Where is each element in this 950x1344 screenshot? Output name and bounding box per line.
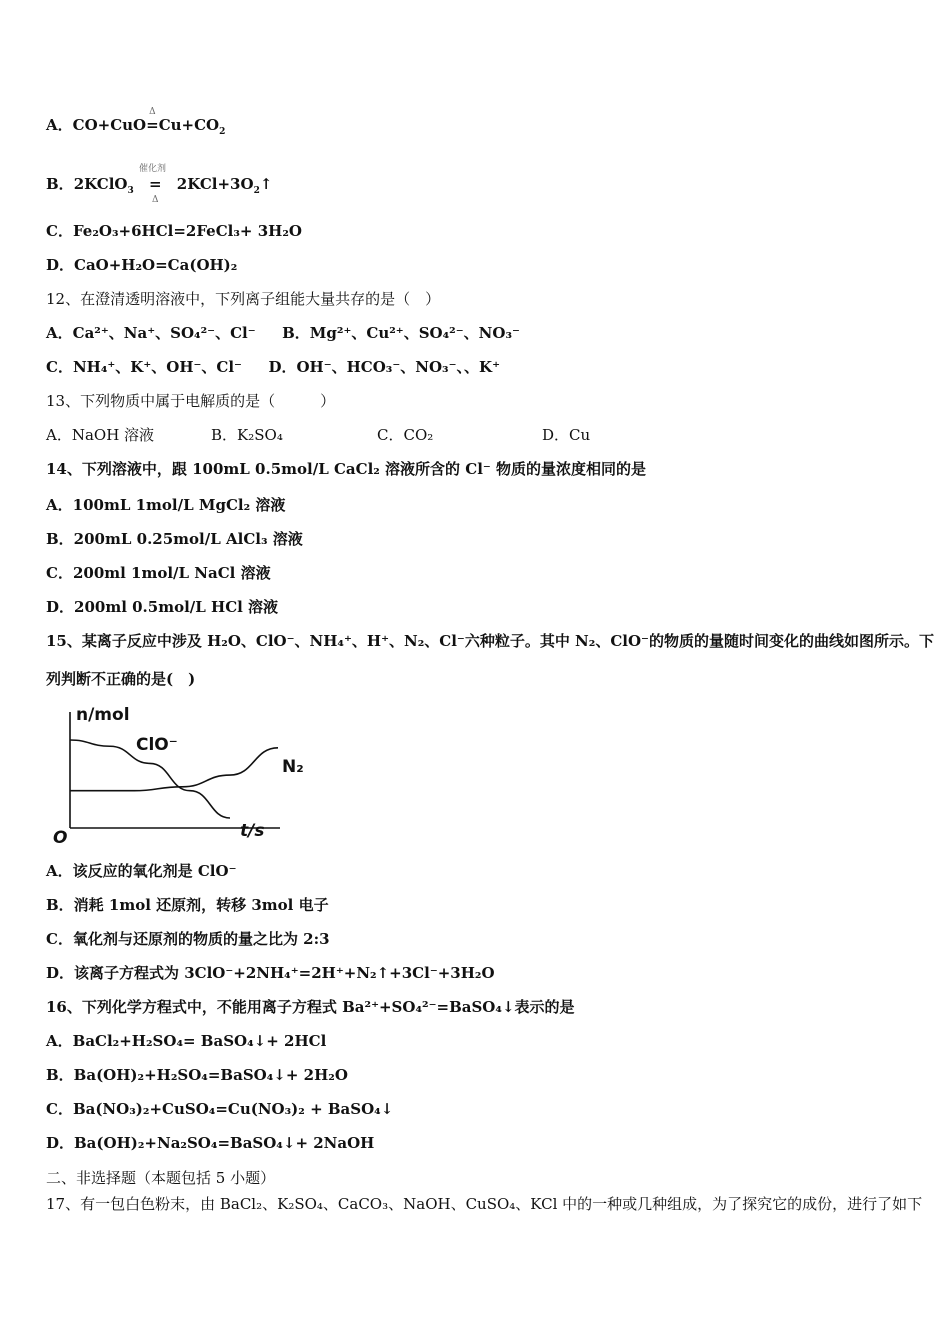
q16-option-b: B．Ba(OH)₂+H₂SO₄=BaSO₄↓+ 2H₂O	[46, 1066, 348, 1084]
condition-delta: Δ	[149, 107, 156, 117]
condition-catalyst: 催化剂	[138, 164, 166, 174]
n2-curve-label: N₂	[282, 757, 304, 777]
origin-label: O	[53, 828, 68, 848]
clo-curve-label: ClO⁻	[136, 735, 178, 755]
q12-options-cd	[46, 357, 500, 377]
q13-option-a: A．NaOH 溶液	[46, 426, 155, 444]
q15-option-b: B．消耗 1mol 还原剂，转移 3mol 电子	[46, 896, 329, 914]
q12-stem: 12、在澄清透明溶液中，下列离子组能大量共存的是（ ）	[46, 290, 441, 308]
y-axis-label: n/mol	[76, 705, 130, 725]
q16-option-c: C．Ba(NO₃)₂+CuSO₄=Cu(NO₃)₂ + BaSO₄↓	[46, 1100, 394, 1118]
q12-option-d: D．OH⁻、HCO₃⁻、NO₃⁻、、K⁺	[268, 358, 501, 376]
q14-option-b: B．200mL 0.25mol/L AlCl₃ 溶液	[46, 530, 303, 548]
condition-heat: Δ	[151, 195, 159, 205]
q15-option-a: A．该反应的氧化剂是 ClO⁻	[46, 862, 237, 880]
q13-option-d: D．Cu	[542, 426, 591, 444]
q14-option-d: D．200ml 0.5mol/L HCl 溶液	[46, 598, 279, 616]
q12-options-ab	[46, 323, 520, 343]
section-heading: 二、非选择题（本题包括 5 小题）	[46, 1169, 276, 1187]
q12-option-b: B．Mg²⁺、Cu²⁺、SO₄²⁻、NO₃⁻	[282, 324, 520, 342]
x-axis-label: t/s	[240, 821, 265, 841]
q16-stem: 16、下列化学方程式中，不能用离子方程式 Ba²⁺+SO₄²⁻=BaSO₄↓表示的是	[46, 998, 575, 1016]
q17-stem: 17、有一包白色粉末，由 BaCl₂、K₂SO₄、CaCO₃、NaOH、CuSO₄、KCl 中的一种或几种组成，为了探究它的成份，进行了如下	[46, 1195, 923, 1213]
q11-option-a: A．CO+CuO= Δ $Cu+CO_2$	[46, 115, 225, 135]
q15-option-d: D．该离子方程式为 3ClO⁻+2NH₄⁺=2H⁺+N₂↑+3Cl⁻+3H₂O	[46, 964, 495, 982]
q14-option-c: C．200ml 1mol/L NaCl 溶液	[46, 564, 271, 582]
q12-option-c: C．NH₄⁺、K⁺、OH⁻、Cl⁻	[46, 358, 242, 376]
q11-option-b: B．2KClO$_3$ = 催化剂 Δ $2KCl+3O_2↑$	[46, 174, 272, 194]
q11-option-c: C．Fe₂O₃+6HCl=2FeCl₃+ 3H₂O	[46, 222, 302, 240]
q16-option-d: D．Ba(OH)₂+Na₂SO₄=BaSO₄↓+ 2NaOH	[46, 1134, 375, 1152]
q15-stem-line2: 列判断不正确的是( )	[46, 670, 196, 688]
q16-option-a: A．BaCl₂+H₂SO₄= BaSO₄↓+ 2HCl	[46, 1032, 327, 1050]
q12-option-a: A．Ca²⁺、Na⁺、SO₄²⁻、Cl⁻	[46, 324, 256, 342]
q13-stem: 13、下列物质中属于电解质的是（ ）	[46, 392, 336, 410]
q14-option-a: A．100mL 1mol/L MgCl₂ 溶液	[46, 496, 286, 514]
q13-option-b: B．K₂SO₄	[211, 426, 283, 444]
q15-chart	[40, 700, 304, 850]
q11-option-d: D．CaO+H₂O=Ca(OH)₂	[46, 256, 238, 274]
q14-stem: 14、下列溶液中，跟 100mL 0.5mol/L CaCl₂ 溶液所含的 Cl⁻ 物质的量浓度相同的是	[46, 460, 647, 478]
q15-option-c: C．氧化剂与还原剂的物质的量之比为 2:3	[46, 930, 330, 948]
q15-stem-line1: 15、某离子反应中涉及 H₂O、ClO⁻、NH₄⁺、H⁺、N₂、Cl⁻六种粒子。其中 N₂、ClO⁻的物质的量随时间变化的曲线如图所示。下	[46, 632, 934, 650]
q13-option-c: C．CO₂	[377, 426, 434, 444]
